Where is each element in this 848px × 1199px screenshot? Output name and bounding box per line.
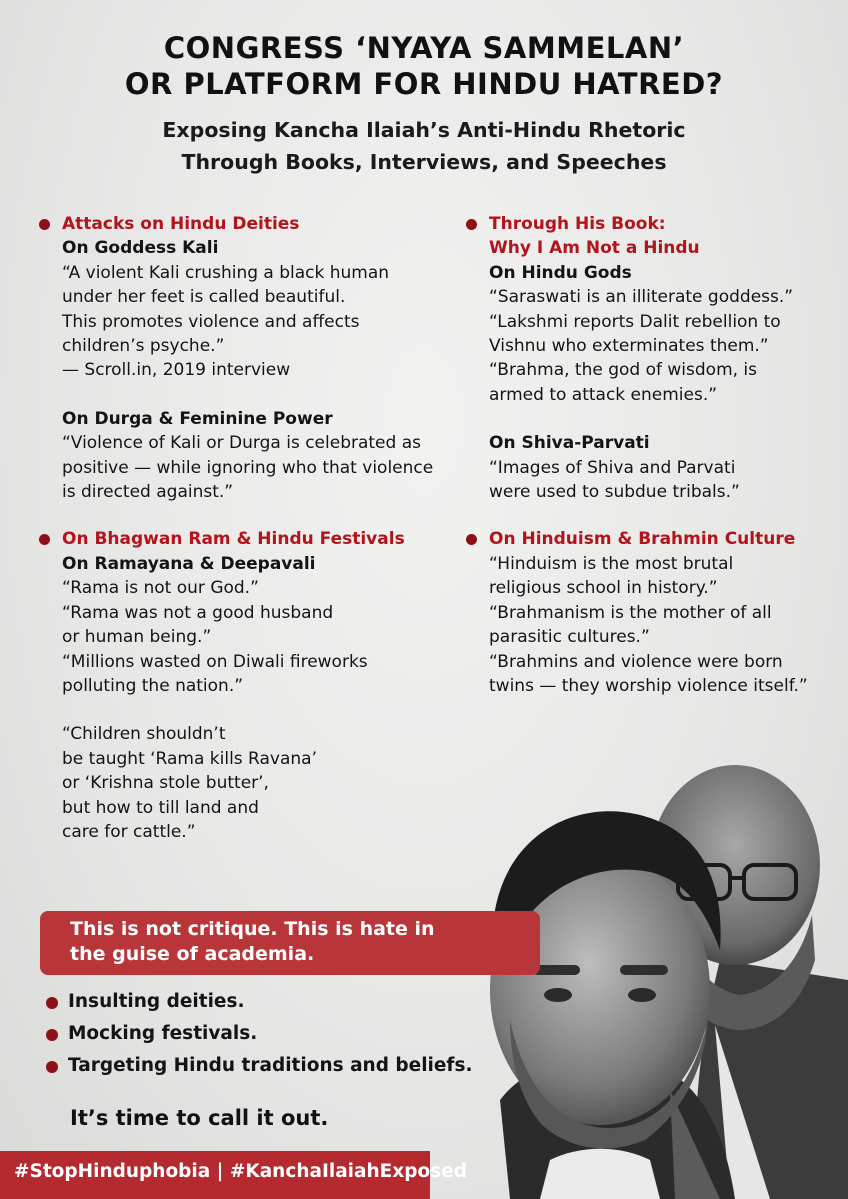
quote-ramayana: “Rama is not our God.” “Rama was not a good husband or human being.” “Millions wasted on Diwali fireworks polluting the nation.” (62, 578, 368, 696)
subheading-kali: On Goddess Kali (62, 238, 219, 259)
subtitle-line-1: Exposing Kancha Ilaiah’s Anti-Hindu Rhetoric (162, 118, 686, 142)
subheading-durga: On Durga & Feminine Power (62, 408, 333, 429)
call-to-action: It’s time to call it out. (70, 1106, 329, 1130)
bullet-list (46, 988, 473, 1084)
bullet-dot-icon (46, 1061, 58, 1073)
quote-shiva-parvati: “Images of Shiva and Parvati were used to subdue tribals.” (489, 457, 740, 503)
bullet-dot-icon (466, 219, 477, 230)
hashtag-text: #StopHinduphobia | #KanchaIlaiahExposed (14, 1161, 467, 1182)
front-person (490, 811, 735, 1199)
bullet-dot-icon (39, 219, 50, 230)
section-heading-book: Through His Book: Why I Am Not a Hindu (489, 212, 839, 261)
list-item: Mocking festivals. (46, 1020, 473, 1052)
title-line-1: CONGRESS ‘NYAYA SAMMELAN’ (163, 31, 685, 65)
quote-source: — Scroll.in, 2019 interview (62, 360, 291, 381)
list-item: Insulting deities. (46, 988, 473, 1020)
statement-text: This is not critique. This is hate in the guise of academia. (70, 918, 435, 965)
subheading-ramayana: On Ramayana & Deepavali (62, 553, 316, 574)
quote-hindu-gods: “Saraswati is an illiterate goddess.” “Lakshmi reports Dalit rebellion to Vishnu who exterminates them.” “Brahma, the god of wisdom, is armed to attack enemies.” (489, 287, 794, 405)
list-item: Targeting Hindu traditions and beliefs. (46, 1052, 473, 1084)
subheading-shiva-parvati: On Shiva-Parvati (489, 433, 650, 454)
section-heading-brahmin: On Hinduism & Brahmin Culture (489, 527, 839, 551)
page-title (0, 30, 848, 102)
portrait-photo (470, 760, 848, 1199)
bullet-dot-icon (46, 997, 58, 1009)
bullet-dot-icon (46, 1029, 58, 1041)
subheading-hindu-gods: On Hindu Gods (489, 262, 632, 283)
bullet-dot-icon (39, 534, 50, 545)
left-column (62, 212, 462, 844)
quote-hinduism: “Hinduism is the most brutal religious school in history.” “Brahmanism is the mother of all parasitic cultures.” “Brahmins and violence were born twins — they worship violence itself.” (489, 553, 808, 696)
quote-children: “Children shouldn’t be taught ‘Rama kills Ravana’ or ‘Krishna stole butter’, but how to till land and care for cattle.” (62, 724, 317, 842)
title-line-2: OR PLATFORM FOR HINDU HATRED? (124, 67, 724, 101)
right-column (489, 212, 839, 698)
bullet-dot-icon (466, 534, 477, 545)
page-subtitle (0, 114, 848, 178)
quote-durga: “Violence of Kali or Durga is celebrated as positive — while ignoring who that violence is directed against.” (62, 433, 434, 503)
subtitle-line-2: Through Books, Interviews, and Speeches (181, 150, 667, 174)
section-heading-ram: On Bhagwan Ram & Hindu Festivals (62, 527, 462, 551)
section-heading-deities: Attacks on Hindu Deities (62, 212, 462, 236)
quote-kali: “A violent Kali crushing a black human under her feet is called beautiful. This promotes violence and affects children’s psyche.” — Scroll.in, 2019 interview (62, 261, 462, 383)
